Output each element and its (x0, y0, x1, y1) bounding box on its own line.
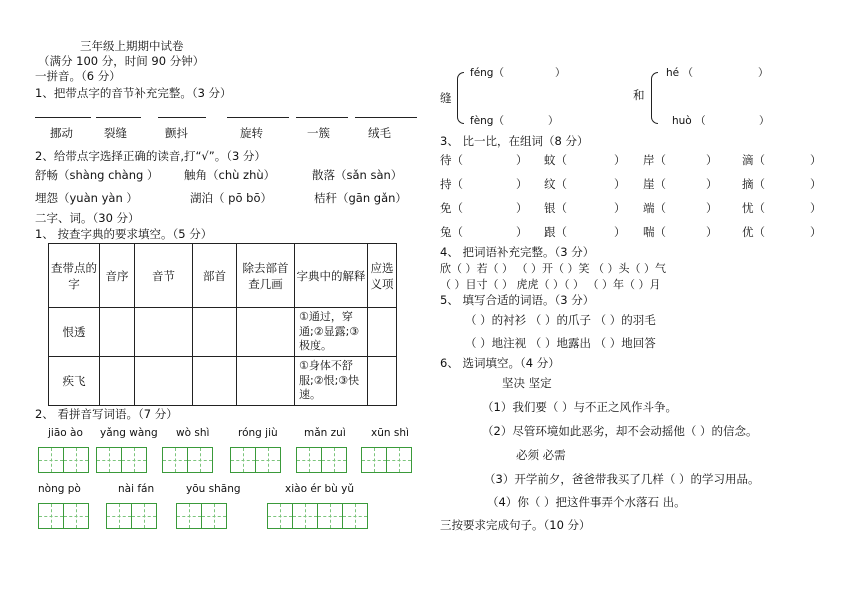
compare-item: 崖（ (643, 177, 666, 191)
paren-close: ） (516, 225, 528, 239)
table-cell-input[interactable] (100, 357, 135, 406)
q2-2-text: 2、 看拼音写词语。（7 分） (35, 407, 178, 421)
table-header: 部首 (193, 244, 237, 308)
paren-close: ） (706, 201, 718, 215)
section2-heading: 二字、词。（30 分） (35, 211, 140, 225)
sentence-item[interactable]: （3）开学前夕，爸爸带我买了几样（ ）的学习用品。 (484, 472, 760, 486)
paren-close: ） (614, 153, 626, 167)
paren-close: ） (516, 201, 528, 215)
table-cell-char: 恨透 (49, 308, 100, 357)
compare-item: 待（ (440, 153, 463, 167)
compare-item: 银（ (544, 201, 567, 215)
polyphone-char: 和 (633, 88, 645, 102)
brace (457, 72, 464, 124)
table-header: 音节 (135, 244, 193, 308)
reading-choice[interactable]: 舒畅（shàng chàng ） (35, 168, 159, 182)
compare-item: 蚊（ (544, 153, 567, 167)
reading-choice[interactable]: 埋怨（yuàn yàn ） (35, 191, 138, 205)
compare-item: 喘（ (643, 225, 666, 239)
pinyin-prompt: róng jiù (238, 427, 278, 439)
polyphone-reading: féng（ (470, 67, 504, 79)
table-header: 除去部首查几画 (237, 244, 295, 308)
compare-item: 免（ (440, 201, 463, 215)
answer-blank[interactable] (227, 117, 289, 118)
table-cell-definition: ①通过，穿通;②显露;③极度。 (295, 308, 368, 357)
polyphone-reading: fèng（ (470, 115, 504, 127)
q3-text: 3、 比一比，在组词（8 分） (440, 134, 589, 148)
polyphone-reading: huò （ (672, 115, 706, 127)
polyphone-char: 缝 (440, 91, 452, 105)
writing-grid[interactable] (267, 503, 367, 529)
polyphone-reading: hé （ (666, 67, 693, 79)
paren-close: ） (810, 177, 822, 191)
word-choices: 坚决 坚定 (502, 376, 552, 390)
pinyin-prompt: nài fán (118, 483, 155, 495)
q1-1-text: 1、把带点字的音节补充完整。（3 分） (35, 86, 232, 100)
writing-grid[interactable] (38, 447, 88, 473)
q6-text: 6、 选词填空。（4 分） (440, 356, 560, 370)
word-item: 颤抖 (165, 126, 188, 140)
paren-close: ） (706, 225, 718, 239)
q1-2-text: 2、给带点字选择正确的读音,打“√”。（3 分） (35, 149, 266, 163)
reading-choice[interactable]: 触角（chù zhù） (184, 168, 276, 182)
table-header: 应选义项 (368, 244, 397, 308)
table-header: 查带点的字 (49, 244, 100, 308)
table-cell-input[interactable] (237, 357, 295, 406)
reading-choice[interactable]: 散落（sǎn sàn） (312, 168, 403, 182)
answer-blank[interactable] (296, 117, 348, 118)
writing-grid[interactable] (230, 447, 280, 473)
paren-close: ） (614, 201, 626, 215)
pinyin-prompt: jiāo ào (48, 427, 83, 439)
compare-item: 兔（ (440, 225, 463, 239)
compare-item: 端（ (643, 201, 666, 215)
compare-item: 岸（ (643, 153, 666, 167)
pinyin-prompt: yōu shāng (186, 483, 241, 495)
table-cell-input[interactable] (193, 308, 237, 357)
reading-choice[interactable]: 桔秆（gān gǎn） (314, 191, 407, 205)
paren-close: ） (706, 153, 718, 167)
word-item: 绒毛 (368, 126, 391, 140)
paren-close: ） (706, 177, 718, 191)
q5-text: 5、 填写合适的词语。（3 分） (440, 293, 595, 307)
answer-blank[interactable] (35, 117, 91, 118)
writing-grid[interactable] (96, 447, 146, 473)
brace (651, 72, 658, 124)
paren-close: ） (555, 67, 566, 79)
fill-row[interactable]: （ ）地注视 （ ）地露出 （ ）地回答 (465, 336, 656, 350)
q4-text: 4、 把词语补充完整。（3 分） (440, 245, 595, 259)
pinyin-prompt: xiào ér bù yǔ (285, 483, 354, 495)
table-cell-definition: ①身体不舒服;②恨;③快速。 (295, 357, 368, 406)
table-cell-char: 疾飞 (49, 357, 100, 406)
exam-subtitle: （满分 100 分，时间 90 分钟） (38, 54, 205, 68)
sentence-item[interactable]: （4）你（ ）把这件事弄个水落石 出。 (487, 495, 686, 509)
paren-close: ） (548, 115, 559, 127)
paren-close: ） (516, 153, 528, 167)
idiom-row[interactable]: （ ）目寸（ ） 虎虎（ ）（ ） （ ）年（ ）月 (440, 278, 661, 291)
word-item: 一簇 (307, 126, 330, 140)
compare-item: 滴（ (742, 153, 765, 167)
pinyin-prompt: wò shì (176, 427, 210, 439)
writing-grid[interactable] (361, 447, 411, 473)
paren-close: ） (810, 201, 822, 215)
word-item: 挪动 (50, 126, 73, 140)
pinyin-prompt: nòng pò (38, 483, 81, 495)
writing-grid[interactable] (106, 503, 156, 529)
table-cell-input[interactable] (368, 308, 397, 357)
compare-item: 忧（ (742, 201, 765, 215)
table-row (49, 357, 397, 406)
pinyin-prompt: mǎn zuì (304, 427, 346, 439)
table-header: 音序 (100, 244, 135, 308)
table-cell-input[interactable] (237, 308, 295, 357)
word-choices: 必须 必需 (516, 448, 566, 462)
fill-row[interactable]: （ ）的衬衫 （ ）的爪子 （ ）的羽毛 (465, 313, 656, 327)
pinyin-prompt: xūn shì (371, 427, 409, 439)
paren-close: ） (810, 225, 822, 239)
section1-heading: 一拼音。（6 分） (35, 69, 121, 83)
section3-heading: 三按要求完成句子。（10 分） (440, 518, 591, 532)
answer-blank[interactable] (355, 117, 417, 118)
writing-grid[interactable] (296, 447, 346, 473)
word-item: 裂缝 (104, 126, 127, 140)
paren-close: ） (758, 67, 769, 79)
word-item: 旋转 (240, 126, 263, 140)
q2-1-text: 1、 按查字典的要求填空。（5 分） (35, 227, 213, 241)
table-cell-input[interactable] (135, 308, 193, 357)
dictionary-table (48, 243, 397, 406)
paren-close: ） (614, 177, 626, 191)
table-cell-input[interactable] (368, 357, 397, 406)
compare-item: 优（ (742, 225, 765, 239)
writing-grid[interactable] (176, 503, 226, 529)
paren-close: ） (759, 115, 770, 127)
compare-item: 跟（ (544, 225, 567, 239)
writing-grid[interactable] (162, 447, 212, 473)
table-row (49, 308, 397, 357)
idiom-row[interactable]: 欣（ ）若（ ） （ ）开（ ）笑 （ ）头（ ）气 (440, 262, 666, 275)
table-cell-input[interactable] (135, 357, 193, 406)
table-header: 字典中的解释 (295, 244, 368, 308)
table-cell-input[interactable] (100, 308, 135, 357)
reading-choice[interactable]: 湖泊（ pō bō） (190, 191, 272, 205)
paren-close: ） (516, 177, 528, 191)
answer-blank[interactable] (96, 117, 141, 118)
compare-item: 纹（ (544, 177, 567, 191)
pinyin-prompt: yǎng wàng (100, 427, 158, 439)
table-cell-input[interactable] (193, 357, 237, 406)
compare-item: 摘（ (742, 177, 765, 191)
sentence-item[interactable]: （2）尽管环境如此恶劣，却不会动摇他（ ）的信念。 (482, 424, 758, 438)
writing-grid[interactable] (38, 503, 88, 529)
answer-blank[interactable] (158, 117, 206, 118)
exam-title: 三年级上期期中试卷 (80, 39, 184, 53)
paren-close: ） (810, 153, 822, 167)
sentence-item[interactable]: （1）我们要（ ）与不正之风作斗争。 (482, 400, 677, 414)
paren-close: ） (614, 225, 626, 239)
compare-item: 持（ (440, 177, 463, 191)
